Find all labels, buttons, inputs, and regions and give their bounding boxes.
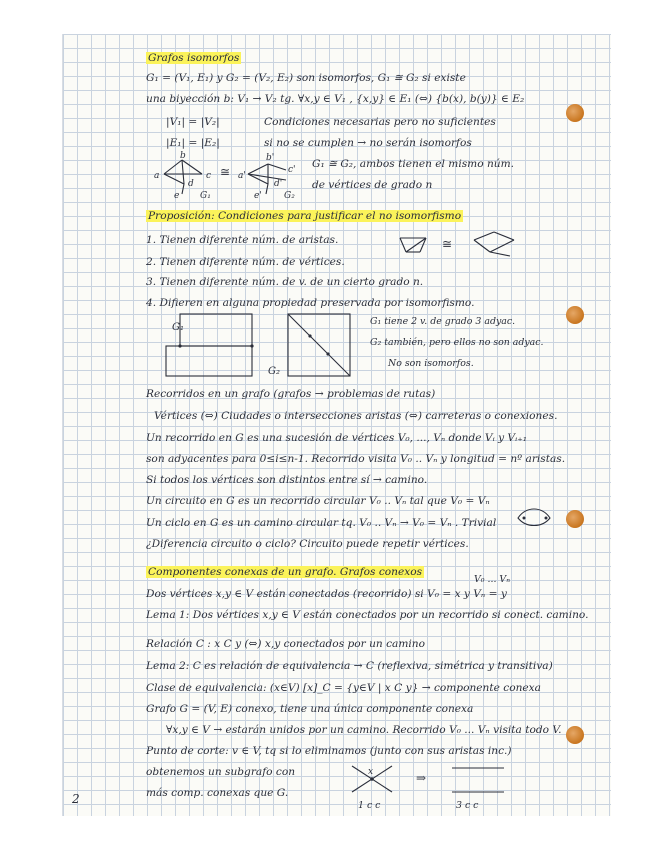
isomorphic-graphs-diagram <box>150 150 310 200</box>
cycle-definition: Un ciclo en G es un camino circular tq. V₀ .. Vₙ → V₀ = Vₙ . Trivial <box>146 517 497 529</box>
condition-edges: |E₁| = |E₂| <box>166 137 220 149</box>
equivalence-class: Clase de equivalencia: (x∈V) [x]_C = {y∈V | x C y} → componente conexa <box>146 682 541 694</box>
cut-vertex-diagram <box>344 756 544 800</box>
analogy-line: Vértices (⇔) Ciudades o intersecciones aristas (⇔) carreteras o conexiones. <box>154 410 558 422</box>
graph-label-g2-big: G₂ <box>268 366 280 377</box>
connected-graph-note: ∀x,y ∈ V → estarán unidos por un camino. Recorrido V₀ ... Vₙ visita todo V. <box>166 724 562 736</box>
trivial-cycle-diagram <box>512 506 556 538</box>
cut-vertex-note: obtenemos un subgrafo con <box>146 766 296 778</box>
walk-definition: Un recorrido en G es una sucesión de vértices V₀, ..., Vₙ donde Vᵢ y Vᵢ₊₁ <box>146 432 528 444</box>
result-arrow: ⇒ <box>416 771 427 785</box>
vertex-label-e-prime: e' <box>254 191 262 201</box>
proposition-item: 4. Difieren en alguna propiedad preservada por isomorfismo. <box>146 297 475 309</box>
graph-after-cut <box>452 768 504 792</box>
g2-note: G₂ también, pero ellos no son adyac. <box>370 337 544 348</box>
walk-definition: son adyacentes para 0≤i≤n-1. Recorrido visita V₀ .. Vₙ y longitud = nº aristas. <box>146 453 566 465</box>
relation-c: Relación C : x C y (⇔) x,y conectados por un camino <box>146 638 425 650</box>
vertex-label-d-prime: d' <box>274 179 283 189</box>
vertex-label-d: d <box>188 179 194 189</box>
isomorphism-note: de vértices de grado n <box>312 179 433 191</box>
connected-definition: Dos vértices x,y ∈ V están conectados (recorrido) si V₀ = x y Vₙ = y <box>146 588 507 600</box>
punch-hole <box>566 104 584 122</box>
small-graphs-diagram <box>386 226 556 276</box>
graph-label-g2: G₂ <box>284 191 295 201</box>
circuit-definition: Un circuito en G es un recorrido circular V₀ .. Vₙ tal que V₀ = Vₙ <box>146 495 490 507</box>
graph-g1 <box>164 160 202 194</box>
graph-right <box>474 232 514 256</box>
condition-note: Condiciones necesarias pero no suficientes <box>264 116 496 128</box>
section-title-walks: Recorridos en un grafo (grafos → problemas de rutas) <box>146 388 436 400</box>
vertex-label-c-prime: c' <box>288 165 296 175</box>
section-title-components: Componentes conexas de un grafo. Grafos conexos <box>148 566 423 578</box>
connected-graph: Grafo G = (V, E) conexo, tiene una única componente conexa <box>146 703 474 715</box>
cut-vertex-note: más comp. conexas que G. <box>146 787 289 799</box>
vertex-label-a: a <box>154 171 160 181</box>
graph-g2-square <box>288 314 350 376</box>
isomorphic-symbol: ≅ <box>220 165 231 179</box>
condition-note: si no se cumplen → no serán isomorfos <box>264 137 472 149</box>
vertex-label-c: c <box>206 171 212 181</box>
walk-label: V₀ ... Vₙ <box>474 574 510 585</box>
graph-label-g1-big: G₁ <box>172 322 184 333</box>
notebook-page <box>62 34 611 816</box>
proposition-item: 3. Tienen diferente núm. de v. de un cierto grado n. <box>146 276 424 288</box>
path-definition: Si todos los vértices son distintos entre sí → camino. <box>146 474 428 486</box>
vertex-label-a-prime: a' <box>238 171 246 181</box>
component-count-before: 1 c c <box>358 800 381 811</box>
isomorphism-note: G₁ ≅ G₂, ambos tienen el mismo núm. <box>312 158 515 170</box>
conclusion-note: No son isomorfos. <box>388 358 474 369</box>
punch-hole <box>566 306 584 324</box>
component-count-after: 3 c c <box>456 800 479 811</box>
cut-vertex-definition: Punto de corte: v ∈ V, tq si lo eliminamos (junto con sus aristas inc.) <box>146 745 512 757</box>
graph-left <box>400 238 426 252</box>
punch-hole <box>566 510 584 528</box>
vertex-label-e: e <box>174 191 180 201</box>
vertex-label-b: b <box>180 151 186 161</box>
definition-line: una biyección b: V₁ → V₂ tg. ∀x,y ∈ V₁ , {x,y} ∈ E₁ (⇔) {b(x), b(y)} ∈ E₂ <box>146 93 525 105</box>
vertex-label-b-prime: b' <box>266 153 275 163</box>
condition-vertices: |V₁| = |V₂| <box>166 116 220 128</box>
lemma-2: Lema 2: C es relación de equivalencia → C (reflexiva, simétrica y transitiva) <box>146 660 553 672</box>
g1-note: G₁ tiene 2 v. de grado 3 adyac. <box>370 316 516 327</box>
graph-label-g1: G₁ <box>200 191 211 201</box>
punch-hole <box>566 726 584 744</box>
section-title-isomorphic-graphs: Grafos isomorfos <box>148 52 240 64</box>
lemma-1: Lema 1: Dos vértices x,y ∈ V están conectados por un recorrido si conect. camino. <box>146 609 589 621</box>
cut-vertex-label: x <box>368 767 374 777</box>
g1-g2-diagram <box>160 310 360 380</box>
difference-question: ¿Diferencia circuito o ciclo? Circuito puede repetir vértices. <box>146 538 469 550</box>
proposition-item: 2. Tienen diferente núm. de vértices. <box>146 256 345 268</box>
definition-line: G₁ = (V₁, E₁) y G₂ = (V₂, E₂) son isomorfos, G₁ ≅ G₂ si existe <box>146 72 466 84</box>
proposition-item: 1. Tienen diferente núm. de aristas. <box>146 234 339 246</box>
page-number: 2 <box>72 792 80 806</box>
proposition-title: Proposición: Condiciones para justificar el no isomorfismo <box>148 210 462 222</box>
iso-symbol-2: ≅ <box>442 237 453 251</box>
